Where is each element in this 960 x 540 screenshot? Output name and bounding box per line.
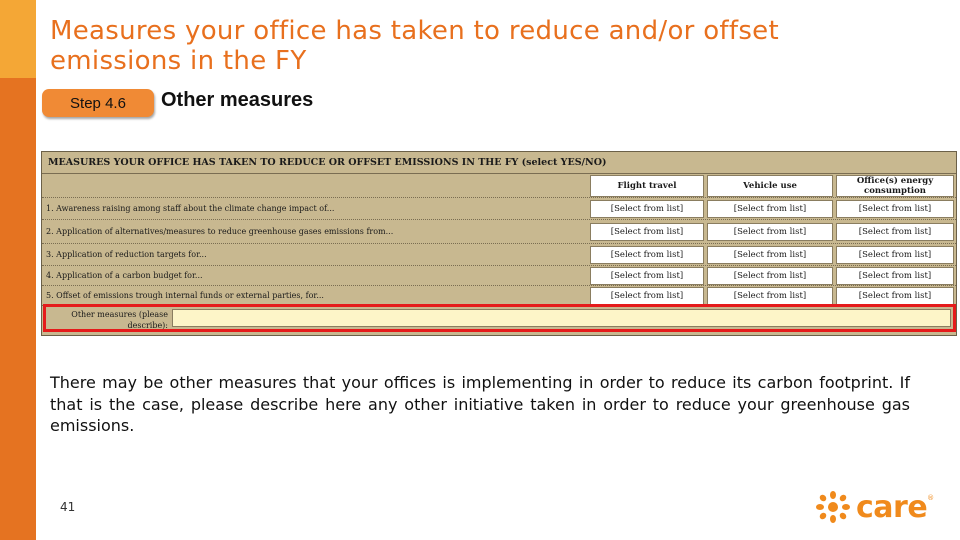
- table-row: [42, 198, 956, 220]
- row-label: 1. Awareness raising among staff about the climate change impact of...: [46, 204, 335, 213]
- body-paragraph: There may be other measures that your offices is implementing in order to reduce its carbon footprint. If that is the case, please describe here any other initiative taken in order to reduce your greenhouse gas emissions.: [50, 373, 910, 435]
- row-label: 3. Application of reduction targets for...: [46, 250, 207, 259]
- registered-mark: ®: [927, 494, 935, 502]
- other-measures-highlight: [43, 304, 956, 332]
- row-label: 4. Application of a carbon budget for...: [46, 271, 203, 280]
- page-number: 41: [60, 500, 76, 514]
- table-row: [42, 244, 956, 266]
- other-measures-label: [50, 309, 168, 331]
- select-cell[interactable]: [Select from list]: [590, 200, 704, 218]
- col-head-vehicle: Vehicle use: [707, 175, 833, 197]
- other-measures-input[interactable]: [172, 309, 951, 327]
- sheet-header: MEASURES YOUR OFFICE HAS TAKEN TO REDUCE OR OFFSET EMISSIONS IN THE FY (select YES/NO): [42, 152, 956, 174]
- select-cell[interactable]: [Select from list]: [590, 223, 704, 241]
- other-measures-label-line1: Other measures (please: [71, 310, 168, 319]
- spreadsheet-screenshot: [41, 151, 957, 336]
- care-logo: [814, 490, 934, 524]
- step-badge: Step 4.6: [42, 89, 154, 117]
- select-cell[interactable]: [Select from list]: [836, 246, 954, 264]
- slide-title-line2: emissions in the FY: [50, 46, 307, 76]
- row-label: 2. Application of alternatives/measures to reduce greenhouse gases emissions from...: [46, 227, 394, 236]
- select-cell[interactable]: [Select from list]: [836, 287, 954, 305]
- select-cell[interactable]: [Select from list]: [707, 200, 833, 218]
- other-measures-label-line2: describe):: [127, 321, 168, 330]
- select-cell[interactable]: [Select from list]: [590, 267, 704, 285]
- select-cell[interactable]: [Select from list]: [707, 246, 833, 264]
- select-cell[interactable]: [Select from list]: [707, 287, 833, 305]
- step-heading: Other measures: [161, 89, 314, 111]
- col-head-flight: Flight travel: [590, 175, 704, 197]
- table-row: [42, 286, 956, 306]
- col-head-energy: Office(s) energy consumption: [836, 175, 954, 197]
- table-row: [42, 266, 956, 286]
- table-row: [42, 220, 956, 244]
- select-cell[interactable]: [Select from list]: [836, 200, 954, 218]
- select-cell[interactable]: [Select from list]: [836, 267, 954, 285]
- row-label: 5. Offset of emissions trough internal funds or external parties, for...: [46, 291, 324, 300]
- column-header-row: [42, 174, 956, 198]
- select-cell[interactable]: [Select from list]: [707, 267, 833, 285]
- care-hands-icon: [814, 491, 852, 523]
- select-cell[interactable]: [Select from list]: [590, 287, 704, 305]
- select-cell[interactable]: [Select from list]: [707, 223, 833, 241]
- select-cell[interactable]: [Select from list]: [836, 223, 954, 241]
- accent-band-top: [0, 0, 36, 78]
- select-cell[interactable]: [Select from list]: [590, 246, 704, 264]
- accent-band-bottom: [0, 78, 36, 540]
- slide-title: [50, 16, 910, 76]
- care-logo-text: care: [856, 489, 928, 525]
- slide-title-line1: Measures your office has taken to reduce and/or offset: [50, 16, 779, 46]
